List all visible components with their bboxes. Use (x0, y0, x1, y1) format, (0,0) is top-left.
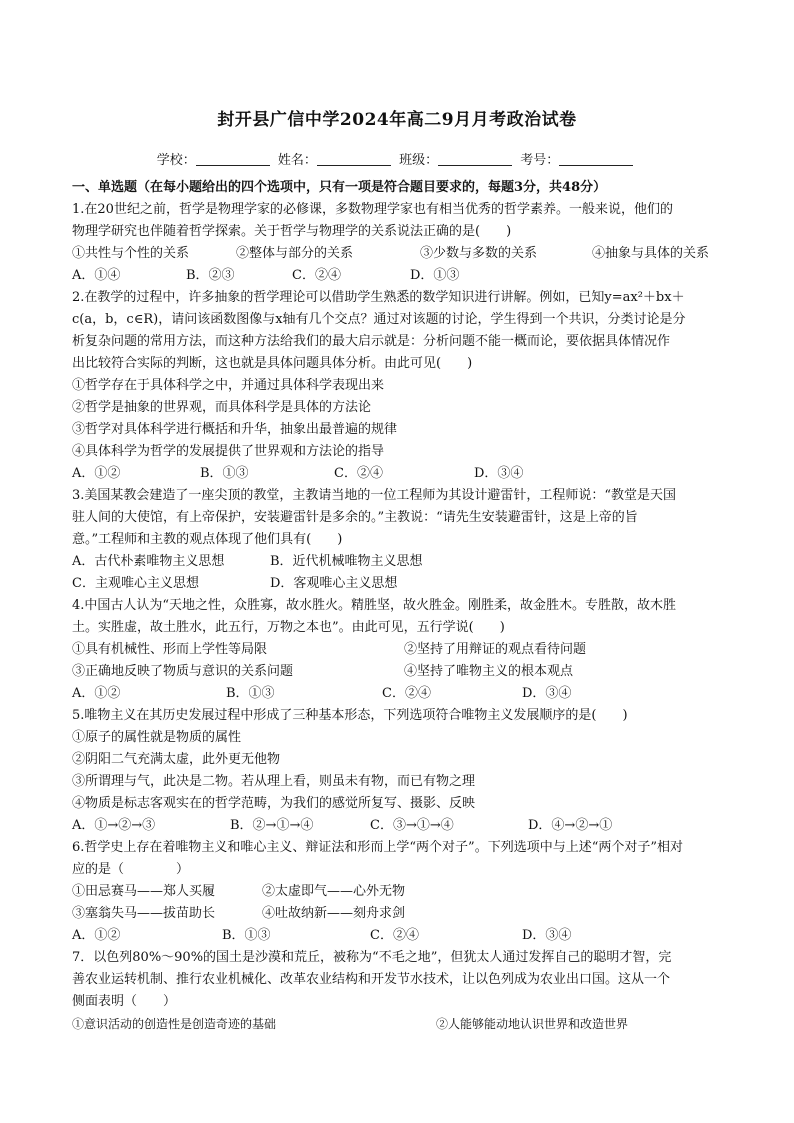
q2-statement: ②哲学是抽象的世界观，而具体科学是具体的方法论 (72, 400, 372, 415)
q3-stem-line: 意。”工程师和主教的观点体现了他们具有( ) (72, 532, 343, 547)
q1-statement: ③少数与多数的关系 (420, 246, 538, 261)
q6-statement: ④吐故纳新——刻舟求剑 (262, 906, 406, 921)
q1-stem-line: 1.在20世纪之前，哲学是物理学家的必修课，多数物理学家也有相当优秀的哲学素养。一般来说，他们的 (72, 202, 673, 217)
class-label: 班级： (399, 153, 439, 168)
q2-stem-line: 出比较符合实际的判断，这也就是具体问题具体分析。由此可见( ) (72, 356, 473, 371)
q2-option-c: C．②④ (334, 466, 383, 481)
q4-option-a: A．①② (72, 686, 121, 701)
exam-title: 封开县广信中学2024年高二9月月考政治试卷 (217, 110, 577, 130)
q1-statement: ④抽象与具体的关系 (592, 246, 710, 261)
section-heading: 一、单选题（在每小题给出的四个选项中，只有一项是符合题目要求的，每题3分，共48分） (72, 180, 607, 195)
q7-stem-line: 侧面表明（ ） (72, 994, 177, 1009)
q5-option-a: A．①→②→③ (72, 818, 156, 833)
q6-option-b: B．①③ (222, 928, 271, 943)
number-blank (559, 153, 633, 166)
q6-statement: ①田忌赛马——郑人买履 (72, 884, 216, 899)
q5-option-d: D．④→②→① (528, 818, 613, 833)
q5-statement: ②阴阳二气充满太虚，此外更无他物 (72, 752, 281, 767)
number-label: 考号： (520, 153, 560, 168)
q7-stem-line: 善农业运转机制、推行农业机械化、改革农业结构和开发节水技术，让以色列成为农业出口国。这从一个 (72, 972, 671, 987)
school-blank (196, 153, 270, 166)
q1-option-c: C．②④ (292, 268, 341, 283)
school-label: 学校： (156, 153, 196, 168)
q1-statement: ②整体与部分的关系 (236, 246, 354, 261)
q7-statement: ①意识活动的创造性是创造奇迹的基础 (72, 1017, 277, 1031)
q3-stem-line: 驻人间的大使馆，有上帝保护，安装避雷针是多余的。”主教说：“请先生安装避雷针，这是上帝的旨 (72, 510, 638, 525)
q2-option-b: B．①③ (200, 466, 249, 481)
q4-statement: ②坚持了用辩证的观点看待问题 (404, 642, 587, 657)
student-info-row (0, 149, 794, 168)
q6-statement: ②太虚即气——心外无物 (262, 884, 406, 899)
q4-option-d: D．③④ (522, 686, 572, 701)
q3-option-c: C．主观唯心主义思想 (72, 576, 199, 591)
q7-statement: ②人能够能动地认识世界和改造世界 (436, 1017, 629, 1031)
q3-stem-line: 3.美国某教会建造了一座尖顶的教堂，主教请当地的一位工程师为其设计避雷针，工程师说：“教堂是天国 (72, 488, 677, 503)
class-blank (438, 153, 512, 166)
q6-option-a: A．①② (72, 928, 121, 943)
q5-option-b: B．②→①→④ (230, 818, 314, 833)
q6-option-d: D．③④ (522, 928, 572, 943)
q1-stem-line: 物理学研究也伴随着哲学探索。关于哲学与物理学的关系说法正确的是( ) (72, 224, 512, 239)
q5-stem-line: 5.唯物主义在其历史发展过程中形成了三种基本形态，下列选项符合唯物主义发展顺序的是( ) (72, 708, 628, 723)
name-blank (317, 153, 391, 166)
q6-statement: ③塞翁失马——拔苗助长 (72, 906, 216, 921)
q3-option-d: D．客观唯心主义思想 (270, 576, 398, 591)
q4-statement: ①具有机械性、形而上学性等局限 (72, 642, 268, 657)
q1-option-b: B．②③ (186, 268, 235, 283)
q5-option-c: C．③→①→④ (370, 818, 454, 833)
q2-statement: ④具体科学为哲学的发展提供了世界观和方法论的指导 (72, 444, 385, 459)
q2-statement: ③哲学对具体科学进行概括和升华，抽象出最普遍的规律 (72, 422, 398, 437)
q5-statement: ③所谓理与气，此决是二物。若从理上看，则虽未有物，而已有物之理 (72, 774, 476, 789)
q4-stem-line: 土。实胜虚，故土胜水，此五行，万物之本也”。由此可见，五行学说( ) (72, 620, 505, 635)
name-label: 姓名： (277, 153, 317, 168)
q1-option-a: A．①④ (72, 268, 121, 283)
q2-stem-line: 析复杂问题的常用方法，而这种方法给我们的最大启示就是：分析问题不能一概而论，要依据具体情况作 (72, 334, 671, 349)
q4-option-b: B．①③ (226, 686, 275, 701)
q2-stem-line: c(a，b，c∈R)，请问该函数图像与x轴有几个交点？通过对该题的讨论，学生得到一个共识，分类讨论是分 (72, 312, 686, 327)
q2-stem-line: 2.在教学的过程中，许多抽象的哲学理论可以借助学生熟悉的数学知识进行讲解。例如，已知y=ax²＋bx＋ (72, 290, 685, 305)
q7-stem-line: 7．以色列80%～90%的国土是沙漠和荒丘，被称为“不毛之地”，但犹太人通过发挥自己的聪明才智，完 (72, 950, 672, 965)
q4-option-c: C．②④ (382, 686, 431, 701)
q2-option-a: A．①② (72, 466, 121, 481)
q4-stem-line: 4.中国古人认为“天地之性，众胜寡，故水胜火。精胜坚，故火胜金。刚胜柔，故金胜木。专胜散，故木胜 (72, 598, 677, 613)
q2-statement: ①哲学存在于具体科学之中，并通过具体科学表现出来 (72, 378, 385, 393)
q4-statement: ③正确地反映了物质与意识的关系问题 (72, 664, 294, 679)
q2-option-d: D．③④ (474, 466, 524, 481)
q6-stem-line: 6.哲学史上存在着唯物主义和唯心主义、辩证法和形而上学“两个对子”。下列选项中与上述“两个对子”相对 (72, 840, 683, 855)
q6-stem-line: 应的是（ ） (72, 862, 190, 877)
q5-statement: ④物质是标志客观实在的哲学范畴，为我们的感觉所复写、摄影、反映 (72, 796, 476, 811)
q4-statement: ④坚持了唯物主义的根本观点 (404, 664, 574, 679)
q1-option-d: D．①③ (410, 268, 460, 283)
q3-option-a: A．古代朴素唯物主义思想 (72, 554, 225, 569)
q1-statement: ①共性与个性的关系 (72, 246, 190, 261)
q3-option-b: B．近代机械唯物主义思想 (270, 554, 423, 569)
q5-statement: ①原子的属性就是物质的属性 (72, 730, 242, 745)
q6-option-c: C．②④ (370, 928, 419, 943)
